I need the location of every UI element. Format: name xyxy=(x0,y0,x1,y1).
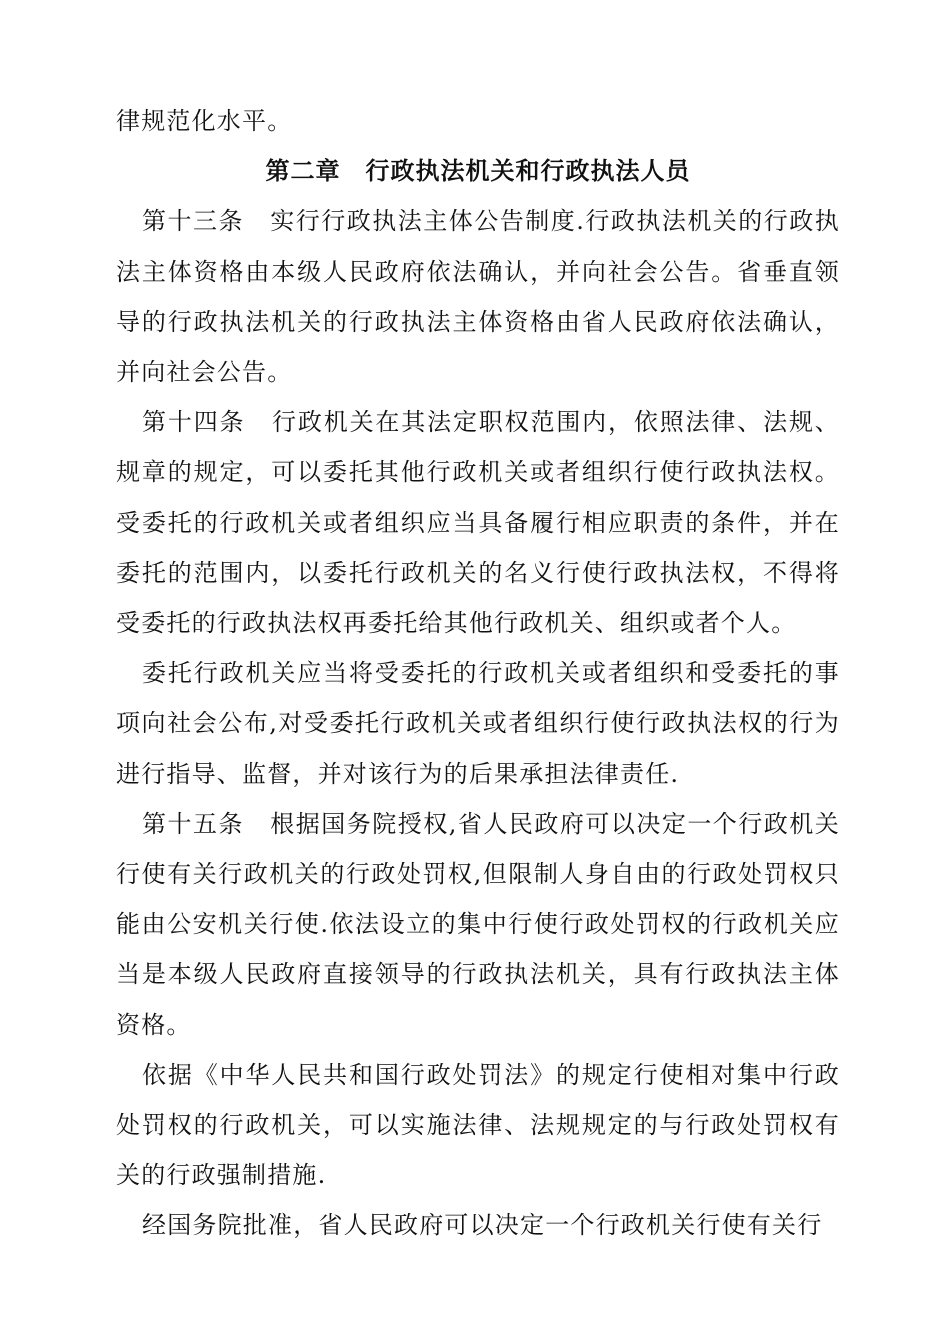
article-label: 第十三条 xyxy=(142,207,244,236)
paragraph-text: 依据《中华人民共和国行政处罚法》的规定行使相对集中行政处罚权的行政机关，可以实施法律、法规规定的与行政处罚权有关的行政强制措施. xyxy=(116,1060,840,1190)
article-label: 第十四条 xyxy=(142,408,246,437)
paragraph-article-13 xyxy=(116,196,840,397)
document-body xyxy=(116,96,840,1251)
article-label: 第十五条 xyxy=(142,809,244,838)
chapter-title: 第二章 行政执法机关和行政执法人员 xyxy=(265,157,691,186)
paragraph-article-15-clause-2 xyxy=(116,1050,840,1201)
paragraph-text: 行政机关在其法定职权范围内，依照法律、法规、规章的规定，可以委托其他行政机关或者组织行使行政执法权。受委托的行政机关或者组织应当具备履行相应职责的条件，并在委托的范围内，以委托行政机关的名义行使行政执法权，不得将受委托的行政执法权再委托给其他行政机关、组织或者个人。 xyxy=(116,408,840,638)
paragraph-article-15 xyxy=(116,799,840,1050)
paragraph-article-14 xyxy=(116,397,840,648)
paragraph-article-15-clause-3 xyxy=(116,1200,840,1250)
continuation-line: 律规范化水平。 xyxy=(116,107,293,135)
paragraph-text: 实行行政执法主体公告制度.行政执法机关的行政执法主体资格由本级人民政府依法确认，并向社会公告。省垂直领导的行政执法机关的行政执法主体资格由省人民政府依法确认，并向社会公告。 xyxy=(116,207,840,387)
paragraph-text: 委托行政机关应当将受委托的行政机关或者组织和受委托的事项向社会公布,对受委托行政机关或者组织行使行政执法权的行为进行指导、监督，并对该行为的后果承担法律责任. xyxy=(116,659,840,788)
paragraph-text: 经国务院批准，省人民政府可以决定一个行政机关行使有关行 xyxy=(142,1211,823,1240)
paragraph-text: 根据国务院授权,省人民政府可以决定一个行政机关行使有关行政机关的行政处罚权,但限制人身自由的行政处罚权只能由公安机关行使.依法设立的集中行使行政处罚权的行政机关应当是本级人民政府直接领导的行政执法机关，具有行政执法主体资格。 xyxy=(116,809,840,1039)
paragraph-article-14-clause-2 xyxy=(116,648,840,799)
